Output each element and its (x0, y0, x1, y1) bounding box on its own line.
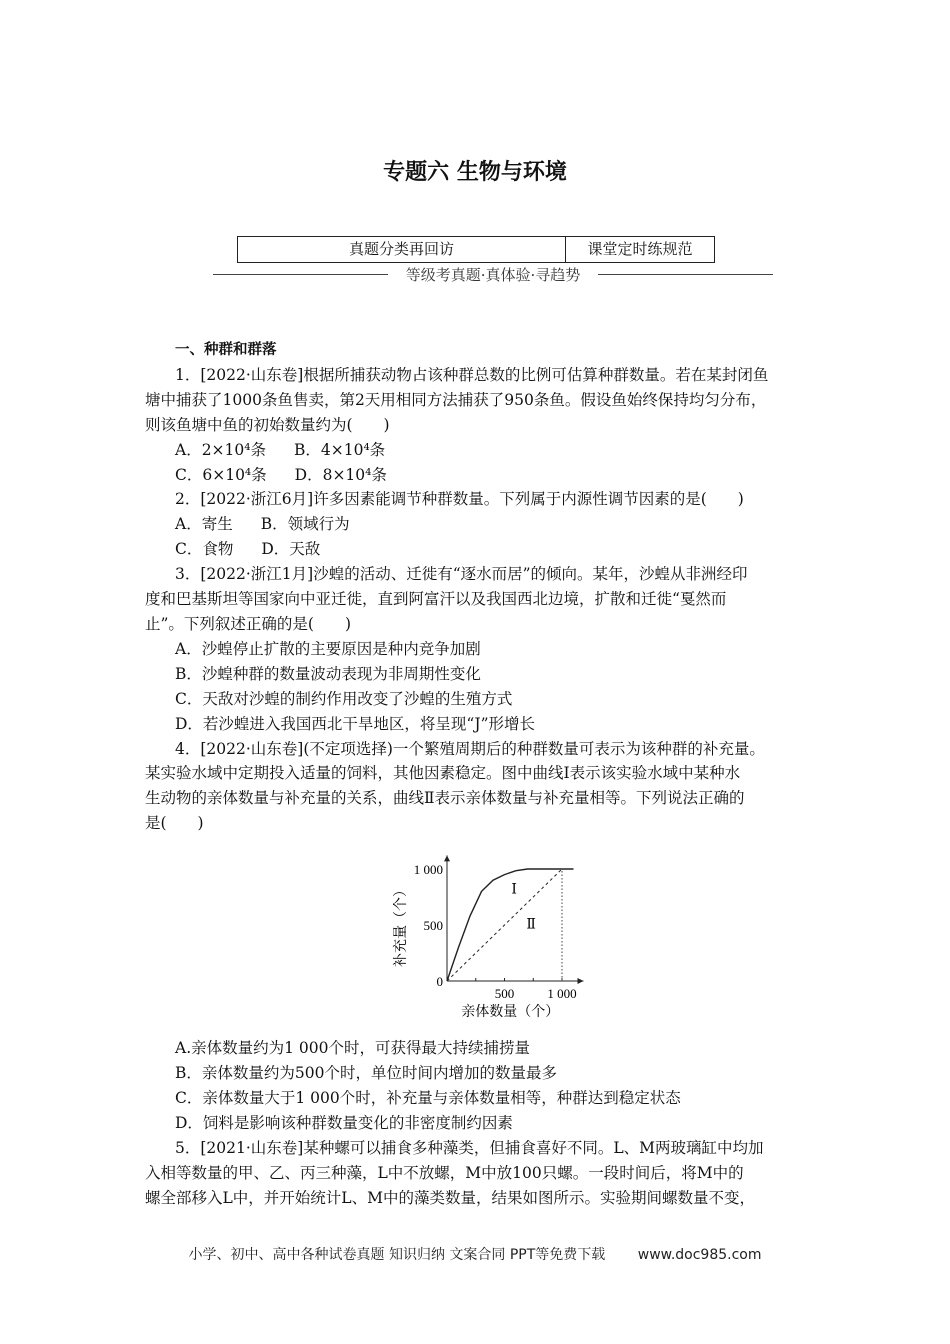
y-tick-label: 1 000 (413, 862, 443, 878)
x-tick-label: 500 (494, 986, 515, 1002)
question-text: 则该鱼塘中鱼的初始数量约为( ) (145, 415, 390, 434)
question-1 (145, 363, 825, 488)
option-d: D．8×10⁴条 (294, 465, 387, 484)
question-text: 4．[2022·山东卷](不定项选择)一个繁殖周期后的种群数量可表示为该种群的补充量。 (175, 739, 765, 758)
option-a: A．寄生 (175, 515, 233, 534)
x-axis-label: 亲体数量（个） (461, 1004, 560, 1021)
tab-real-questions: 真题分类再回访 (238, 237, 566, 262)
y-axis-label: 补充量（个） (393, 883, 409, 968)
option-c: C．6×10⁴条 (175, 465, 267, 484)
divider (213, 274, 388, 275)
question-text: 生动物的亲体数量与补充量的关系，曲线Ⅱ表示亲体数量与补充量相等。下列说法正确的 (145, 789, 745, 808)
series-line-1 (447, 869, 574, 981)
tab-classroom-practice: 课堂定时练规范 (587, 240, 693, 258)
x-tick-label: 1 000 (547, 986, 577, 1002)
option-a: A.亲体数量约为1 000个时，可获得最大持续捕捞量 (175, 1039, 530, 1058)
option-d: D．饲料是影响该种群数量变化的非密度制约因素 (175, 1113, 513, 1132)
option-d: D．天敌 (261, 540, 321, 559)
option-a: A．2×10⁴条 (175, 440, 266, 459)
y-axis-arrow (444, 856, 450, 862)
footer-text: 小学、初中、高中各种试卷真题 知识归纳 文案合同 PPT等免费下载 (188, 1247, 606, 1263)
series-label: Ⅰ (511, 881, 517, 898)
option-b: B．4×10⁴条 (293, 440, 386, 459)
question-text: 某实验水域中定期投入适量的饲料，其他因素稳定。图中曲线Ⅰ表示该实验水域中某种水 (145, 764, 741, 783)
divider (598, 274, 773, 275)
section-heading: 一、种群和群落 (175, 342, 277, 358)
option-b: B．领域行为 (260, 515, 350, 534)
document-body (145, 338, 825, 1210)
question-4 (145, 737, 825, 1136)
footer-link[interactable]: www.doc985.com (637, 1247, 762, 1263)
figure-recruitment-chart (145, 836, 825, 1036)
question-text: 5．[2021·山东卷]某种螺可以捕食多种藻类，但捕食喜好不同。L、M两玻璃缸中均加 (175, 1138, 764, 1157)
question-3 (145, 562, 825, 736)
question-text: 1．[2022·山东卷]根据所捕获动物占该种群总数的比例可估算种群数量。若在某封闭鱼 (175, 365, 769, 384)
question-text: 止”。下列叙述正确的是( ) (145, 614, 352, 633)
option-b: B．沙蝗种群的数量波动表现为非周期性变化 (175, 664, 481, 683)
section-tabs (237, 236, 715, 263)
question-2 (145, 487, 825, 562)
question-text: 螺全部移入L中，并开始统计L、M中的藻类数量，结果如图所示。实验期间螺数量不变， (145, 1188, 755, 1207)
y-tick-label: 500 (423, 918, 443, 934)
series-label: Ⅱ (526, 916, 536, 933)
question-text: 3．[2022·浙江1月]沙蝗的活动、迁徙有“逐水而居”的倾向。某年，沙蝗从非洲经印 (175, 565, 748, 584)
question-5 (145, 1136, 825, 1211)
question-text: 2．[2022·浙江6月]许多因素能调节种群数量。下列属于内源性调节因素的是( ) (175, 490, 744, 509)
x-axis-arrow (578, 978, 584, 984)
subtitle-rule (213, 264, 773, 285)
option-d: D．若沙蝗进入我国西北干旱地区，将呈现“J”形增长 (175, 714, 535, 733)
page-title: 专题六 生物与环境 (383, 160, 567, 185)
footer (0, 1244, 950, 1264)
question-text: 塘中捕获了1000条鱼售卖，第2天用相同方法捕获了950条鱼。假设鱼始终保持均匀分布， (145, 390, 767, 409)
series-line-2 (447, 869, 562, 981)
option-a: A．沙蝗停止扩散的主要原因是种内竞争加剧 (175, 639, 481, 658)
y-tick-label: 0 (436, 974, 443, 990)
chart-svg (145, 836, 825, 1036)
question-text: 是( ) (145, 814, 204, 833)
question-text: 入相等数量的甲、乙、丙三种藻，L中不放螺，M中放100只螺。一段时间后，将M中的 (145, 1163, 744, 1182)
question-text: 度和巴基斯坦等国家向中亚迁徙，直到阿富汗以及我国西北边境，扩散和迁徙“戛然而 (145, 590, 727, 609)
option-c: C．食物 (175, 540, 234, 559)
option-c: C．天敌对沙蝗的制约作用改变了沙蝗的生殖方式 (175, 689, 513, 708)
subtitle: 等级考真题·真体验·寻趋势 (405, 266, 581, 284)
option-c: C．亲体数量大于1 000个时，补充量与亲体数量相等，种群达到稳定状态 (175, 1088, 681, 1107)
option-b: B．亲体数量约为500个时，单位时间内增加的数量最多 (175, 1064, 557, 1083)
